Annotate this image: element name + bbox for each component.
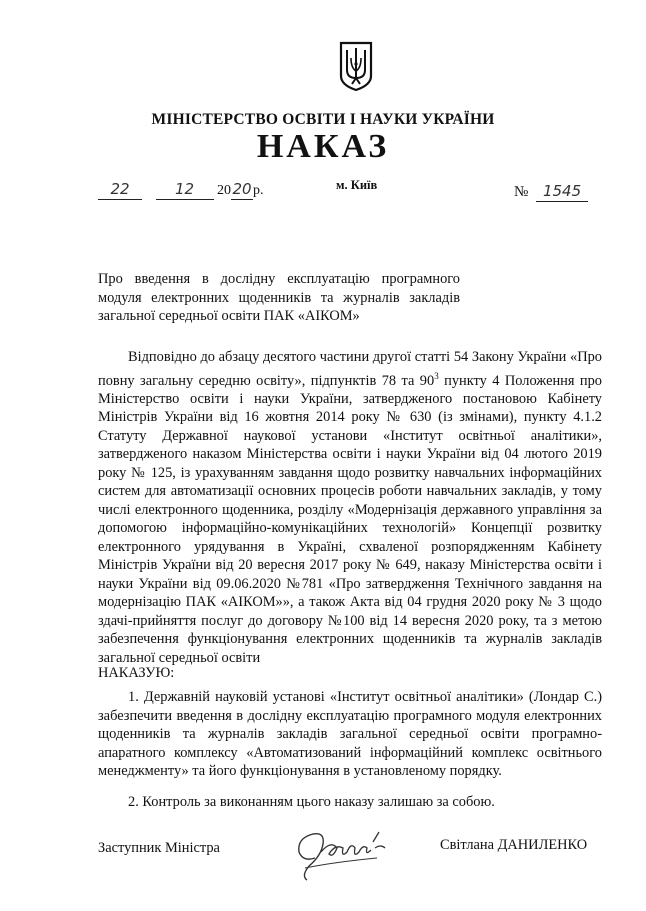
signer-position: Заступник Міністра bbox=[98, 840, 220, 856]
order-item-1: 1. Державній науковій установі «Інститут освітньої аналітики» (Лондар С.) забезпечити введення в дослідну експлуатацію програмного модуля електронних щоденників та журналів закладів загальної середньої освіти програмно-апаратного комплексу «Автоматизований інформаційний комплекс освітнього менеджменту» та його функціонування в установленому порядку. bbox=[98, 689, 602, 779]
date-suffix: р. bbox=[253, 183, 264, 198]
ministry-name: МІНІСТЕРСТВО ОСВІТИ І НАУКИ УКРАЇНИ bbox=[151, 111, 495, 128]
trident-emblem-icon bbox=[338, 40, 374, 92]
preamble-text bbox=[98, 348, 602, 667]
preamble bbox=[98, 348, 602, 667]
signer-name: Світлана ДАНИЛЕНКО bbox=[440, 837, 588, 853]
order-subject bbox=[98, 270, 460, 326]
handwritten-signature bbox=[285, 818, 395, 884]
subject-text: Про введення в дослідну експлуатацію програмного модуля електронних щоденників та журналів закладів загальної середньої освіти ПАК «АІКОМ» bbox=[98, 271, 460, 324]
date-day-field bbox=[98, 180, 142, 200]
date-day: 22 bbox=[110, 180, 130, 198]
document-title: НАКАЗ bbox=[256, 128, 390, 165]
date-year-prefix: 20 bbox=[217, 183, 231, 198]
order-date bbox=[98, 180, 264, 200]
order-item-2: 2. Контроль за виконанням цього наказу залишаю за собою. bbox=[128, 793, 495, 810]
order-items bbox=[98, 688, 602, 823]
preamble-part-2: пункту 4 Положення про Міністерство освіти і науки України, затвердженого постановою Кабінету Міністрів України від 16 жовтня 2014 року № 630 (із змінами), пункту 4.1.2 Статуту Державної наукової установи «Інститут освітньої аналітики», затвердженого наказом Міністерства освіти і науки України від 04 лютого 2019 року № 125, із урахуванням завдання щодо розвитку навчальних інформаційних систем для автоматизації основних процесів роботи навчальних закладів, у тому числі електронного щоденника, розділу «Модернізація державного управління за допомогою інформаційно-комунікаційних технологій» Концепції розвитку електронного урядування в Україні, схваленої розпорядженням Кабінету Міністрів України від 20 вересня 2017 року № 649, наказу Міністерства освіти і науки України від 09.06.2020 №781 «Про затвердження Технічного завдання на модернізацію ПАК «АІКОМ»», а також Акта від 04 грудня 2020 року № 3 щодо здачі-прийняття послуг до договору №100 від 14 вересня 2020 року, та з метою забезпечення функціонування електронних щоденників та журналів закладів загальної середньої освіти bbox=[98, 372, 602, 666]
number-field bbox=[536, 182, 588, 202]
preamble-part-1: Відповідно до абзацу десятого частини другої статті 54 Закону України «Про повну загальну середню освіту», підпунктів 78 та 90 bbox=[98, 349, 602, 389]
preamble-superscript: 3 bbox=[434, 370, 439, 381]
city-label: м. Київ bbox=[336, 178, 378, 192]
date-month-field bbox=[156, 180, 214, 200]
number-value: 1545 bbox=[542, 182, 582, 200]
ordered-label: НАКАЗУЮ: bbox=[98, 665, 175, 681]
date-year-suffix: 20 bbox=[232, 180, 252, 198]
date-year-field bbox=[231, 180, 253, 200]
date-month: 12 bbox=[174, 180, 195, 198]
order-number bbox=[514, 182, 588, 202]
number-label: № bbox=[514, 184, 529, 200]
